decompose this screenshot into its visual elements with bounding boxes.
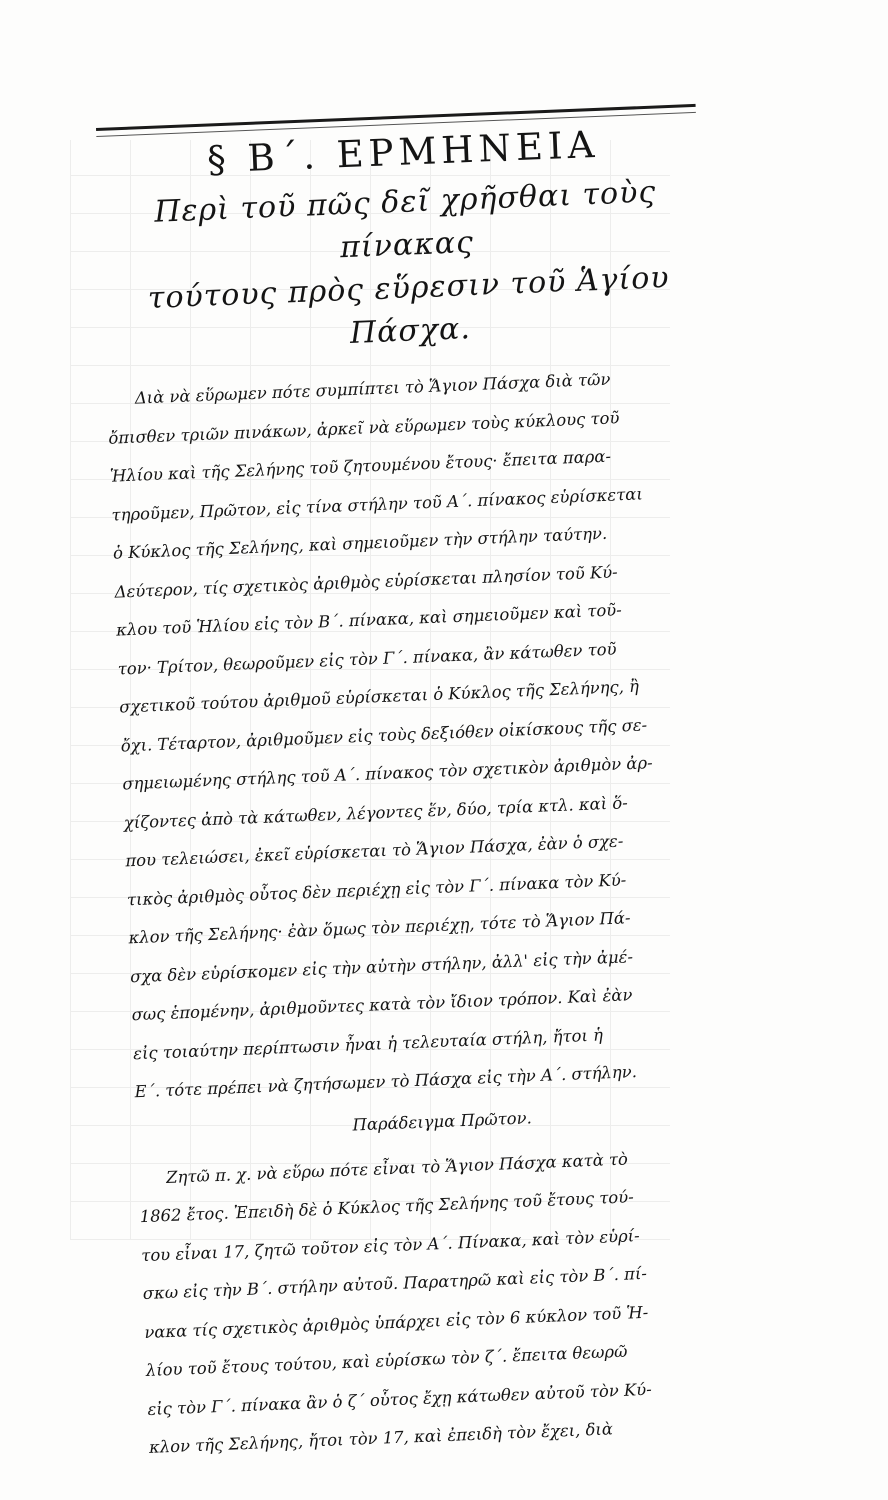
text-line: σως ἑπομένην, ἀριθμοῦντες κατὰ τὸν ἴδιον τρόπον. Καὶ ἐὰν <box>131 985 633 1025</box>
text-line: ὄχι. Τέταρτον, ἀριθμοῦμεν εἰς τοὺς δεξιόθεν οἰκίσκους τῆς σε- <box>120 714 648 755</box>
paragraph-instructions <box>106 356 747 1111</box>
text-line: κλου τοῦ Ἡλίου εἰς τὸν Β΄. πίνακα, καὶ σημειοῦμεν καὶ τοῦ- <box>115 600 623 640</box>
text-line: εἰς τοιαύτην περίπτωσιν ἦναι ἡ τελευταία στήλη, ἤτοι ἡ <box>132 1024 604 1063</box>
section-subtitle-line-2: τούτους πρὸς εὕρεσιν τοῦ Ἁγίου Πάσχα. <box>147 260 671 351</box>
text-line: κλον τῆς Σελήνης· ἐὰν ὅμως τὸν περιέχῃ, τότε τὸ Ἅγιον Πά- <box>128 908 631 948</box>
text-line: Ζητῶ π. χ. νὰ εὕρω πότε εἶναι τὸ Ἅγιον Πάσχα κατὰ τὸ <box>165 1148 629 1187</box>
text-line: Δεύτερον, τίς σχετικὸς ἀριθμὸς εὑρίσκεται πλησίον τοῦ Κύ- <box>114 561 618 602</box>
text-line: κλον τῆς Σελήνης, ἤτοι τὸν 17, καὶ ἐπειδὴ τὸν ἔχει, διὰ <box>148 1419 614 1457</box>
text-line: χίζοντες ἀπὸ τὰ κάτωθεν, λέγοντες ἕν, δύο, τρία κτλ. καὶ ὅ- <box>123 792 629 832</box>
text-line: ὁ Κύκλος τῆς Σελήνης, καὶ σημειοῦμεν τὴν στήλην ταύτην. <box>112 523 608 563</box>
text-line: τον· Τρίτον, θεωροῦμεν εἰς τὸν Γ΄. πίνακα, ἂν κάτωθεν τοῦ <box>117 639 617 679</box>
text-line: λίου τοῦ ἔτους τούτου, καὶ εὑρίσκω τὸν ζ΄. ἔπειτα θεωρῶ <box>145 1341 628 1380</box>
text-line: σημειωμένης στήλης τοῦ Α΄. πίνακος τὸν σχετικὸν ἀριθμὸν ἀρ- <box>121 753 653 794</box>
text-column <box>96 103 761 1467</box>
text-line: σκω εἰς τὴν Β΄. στήλην αὐτοῦ. Παρατηρῶ καὶ εἰς τὸν Β΄. πί- <box>142 1263 648 1304</box>
text-line: τικὸς ἀριθμὸς οὗτος δὲν περιέχῃ εἰς τὸν Γ΄. πίνακα τὸν Κύ- <box>126 869 627 909</box>
text-line: που τελειώσει, ἐκεῖ εὑρίσκεται τὸ Ἅγιον Πάσχα, ἐὰν ὁ σχε- <box>125 831 624 871</box>
text-line: ὄπισθεν τριῶν πινάκων, ἀρκεῖ νὰ εὕρωμεν τοὺς κύκλους τοῦ <box>108 407 620 448</box>
section-subtitle-line-1: Περὶ τοῦ πῶς δεῖ χρῆσθαι τοὺς πίνακας <box>153 174 657 266</box>
text-line: σχετικοῦ τούτου ἀριθμοῦ εὑρίσκεται ὁ Κύκλος τῆς Σελήνης, ἢ <box>118 676 640 717</box>
text-line: τηροῦμεν, Πρῶτον, εἰς τίνα στήλην τοῦ Α΄. πίνακος εὑρίσκεται <box>111 483 644 525</box>
paragraph-example <box>137 1135 761 1467</box>
example-heading: Παράδειγμα Πρῶτον. <box>352 1107 533 1134</box>
text-line: Ε΄. τότε πρέπει νὰ ζητήσωμεν τὸ Πάσχα εἰς τὴν Α΄. στήλην. <box>134 1062 638 1102</box>
section-heading: § Β΄. ΕΡΜΗΝΕΙΑ <box>206 122 601 182</box>
text-line: του εἶναι 17, ζητῶ τοῦτον εἰς τὸν Α΄. Πίνακα, καὶ τὸν εὑρί- <box>140 1225 640 1265</box>
text-line: νακα τίς σχετικὸς ἀριθμὸς ὑπάρχει εἰς τὸν 6 κύκλον τοῦ Ἡ- <box>143 1302 649 1342</box>
text-line: Ἡλίου καὶ τῆς Σελήνης τοῦ ζητουμένου ἔτους· ἔπειτα παρα- <box>109 446 612 486</box>
text-line: σχα δὲν εὑρίσκομεν εἰς τὴν αὐτὴν στήλην, ἀλλ' εἰς τὴν ἀμέ- <box>129 946 634 986</box>
text-line: Διὰ νὰ εὕρωμεν πότε συμπίπτει τὸ Ἅγιον Πάσχα διὰ τῶν <box>134 369 611 408</box>
text-line: εἰς τὸν Γ΄. πίνακα ἂν ὁ ζ΄ οὗτος ἔχῃ κάτωθεν αὐτοῦ τὸν Κύ- <box>147 1379 653 1419</box>
text-line: 1862 ἔτος. Ἐπειδὴ δὲ ὁ Κύκλος τῆς Σελήνης τοῦ ἔτους τού- <box>139 1187 635 1227</box>
